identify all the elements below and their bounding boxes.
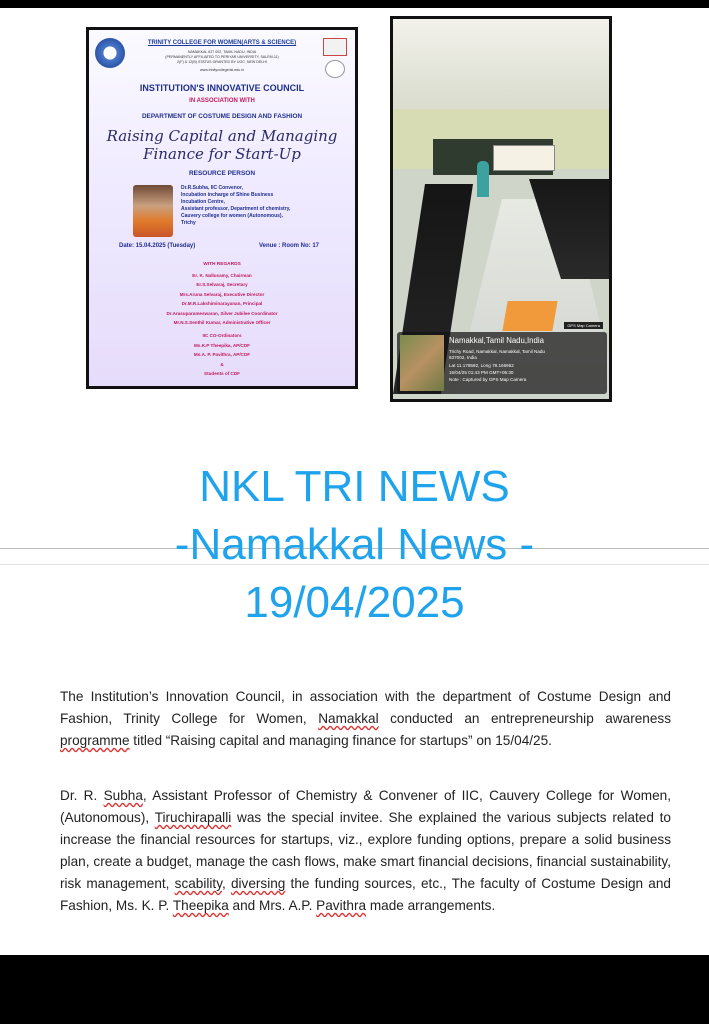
poster-venue: Venue : Room No: 17	[259, 243, 320, 249]
text-run: was the special invitee. She explained the various subjects related to increase the financial resources for startups, viz., explore funding options, prepare a solid business plan, create a budget, manage the cash flows, make smart financial decisions, financial sustainability, risk management,	[60, 810, 671, 891]
gps-line: 15/04/25 01:43 PM GMT+05:30	[449, 370, 514, 375]
bottom-black-bar	[0, 955, 709, 1024]
poster-address-line: 2(F) & 12(B) STATUS GRANTED BY UGC, NEW DELHI	[177, 60, 267, 64]
poster-date: Date: 15.04.2025 (Tuesday)	[119, 243, 196, 249]
resource-person-photo	[133, 185, 173, 237]
poster-address-line: NAMAKKAL 637 002, TAMIL NADU, INDIA	[187, 50, 257, 54]
poster-title-line: Raising Capital and Managing	[106, 127, 338, 145]
poster-regards-item: IIC CO-Ordinators	[202, 333, 242, 339]
text-run: Tiruchirapalli	[154, 810, 232, 825]
poster-bio-line: Dr.R.Subha, IIC Convenor,	[181, 185, 243, 191]
text-run: ,	[221, 876, 231, 891]
text-run: titled “Raising capital and managing finance for startups” on 15/04/25.	[129, 733, 552, 748]
text-run: Pavithra	[316, 898, 367, 913]
photo-laptop	[502, 301, 557, 331]
gps-camera-badge: GPS Map Camera	[564, 322, 603, 329]
poster-website: www.trinitycollegenkl.edu.in	[200, 68, 244, 72]
text-run: conducted an entrepreneurship awareness	[378, 711, 671, 726]
text-run: programme	[60, 733, 130, 748]
poster-bio-line: Incubation incharge of Shine Business	[181, 192, 274, 198]
poster-council: INSTITUTION'S INNOVATIVE COUNCIL	[139, 83, 305, 93]
photo-ceiling	[393, 19, 609, 109]
poster-regards-item: Er. K. Nallusamy, Chairman	[192, 273, 252, 278]
poster-title-line: Finance for Start-Up	[143, 145, 301, 163]
text-run: made arrangements.	[366, 898, 496, 913]
poster-bio-line: Cauvery college for women (Autonomous),	[181, 213, 283, 219]
gps-overlay	[397, 323, 607, 394]
event-photo	[390, 16, 612, 402]
headline-date: 19/04/2025	[244, 578, 465, 627]
poster-regards-item: Dr.M.R.Lakshiminarayanan, Principal	[181, 301, 263, 307]
gps-location-title: Namakkal,Tamil Nadu,India	[449, 336, 544, 345]
poster-bio-line: Trichy	[181, 220, 196, 226]
gps-line: Note : Captured by GPS Map Camera	[449, 377, 527, 382]
poster-bio	[181, 185, 351, 227]
poster-college-name: TRINITY COLLEGE FOR WOMEN(ARTS & SCIENCE)	[147, 40, 297, 46]
poster-association: IN ASSOCIATION WITH	[189, 98, 255, 104]
text-run: Dr. R.	[60, 788, 104, 803]
top-black-bar	[0, 0, 709, 8]
photo-speaker	[477, 161, 489, 197]
text-run: Namakkal	[318, 711, 379, 726]
map-thumbnail-icon	[400, 335, 444, 391]
text-run: diversing	[230, 876, 286, 891]
poster-regards-item: Dr.Arasuparameswaran, Silver Jubilee Coordinator	[166, 310, 278, 316]
poster-regards-item: Ms.A. P. Pavithra, AP/CDF	[193, 352, 251, 358]
photo-banner	[493, 145, 555, 171]
poster-address-line: (PERMANENTLY AFFILIATED TO PERIYAR UNIVERSITY, SALEM-11)	[165, 55, 279, 59]
poster-regards-item: Students of CDF	[204, 371, 240, 377]
text-run: , Assistant Professor of Chemistry & Convener of IIC, Cauvery College for Women, (Autonomous),	[60, 788, 671, 825]
poster-regards-item: &	[220, 361, 224, 367]
text-run: The Institution’s Innovation Council, in association with the department of Costume Design and Fashion, Trinity College for Women,	[60, 689, 671, 726]
headline-subtitle: -Namakkal News -	[174, 520, 535, 569]
article-paragraph-2	[60, 785, 671, 917]
poster-regards-item: Ms.K.P Theepika, AP/CDF	[194, 342, 250, 348]
gps-line: 637002, India	[449, 355, 477, 360]
poster-bio-line: Incubation Centre,	[181, 199, 225, 205]
poster-regards: WITH REGARDS	[203, 262, 241, 267]
poster-title	[89, 127, 355, 163]
poster-bio-line: Assistant professor, Department of chemistry,	[181, 206, 291, 212]
event-poster	[86, 27, 358, 389]
text-run: scability	[174, 876, 222, 891]
poster-resource-heading: RESOURCE PERSON	[188, 170, 256, 177]
text-run: the funding sources, etc., The faculty of Costume Design and Fashion, Ms. K. P.	[60, 876, 671, 913]
text-run: Subha	[103, 788, 143, 803]
poster-department: DEPARTMENT OF COSTUME DESIGN AND FASHION	[141, 113, 303, 120]
poster-regards-item: Mr.N.S.Senthil Kumar, Administrative Officer	[173, 320, 271, 326]
text-run: Theepika	[172, 898, 229, 913]
poster-regards-item: Mrs.Aruna Selvaraj, Executive Director	[179, 291, 265, 297]
text-run: and Mrs. A.P.	[228, 898, 317, 913]
gps-line: Lat 11.178592, Long 78.166952	[449, 363, 514, 368]
gps-line: Trichy Road, Namakkal, Namakkal, Tamil Nadu	[449, 349, 545, 354]
headline-title: NKL TRI NEWS	[199, 462, 510, 511]
article-paragraph-1	[60, 686, 671, 752]
poster-regards-list	[89, 271, 355, 378]
poster-regards-item: Er.S.Selvaraj, Secretary	[196, 282, 248, 288]
